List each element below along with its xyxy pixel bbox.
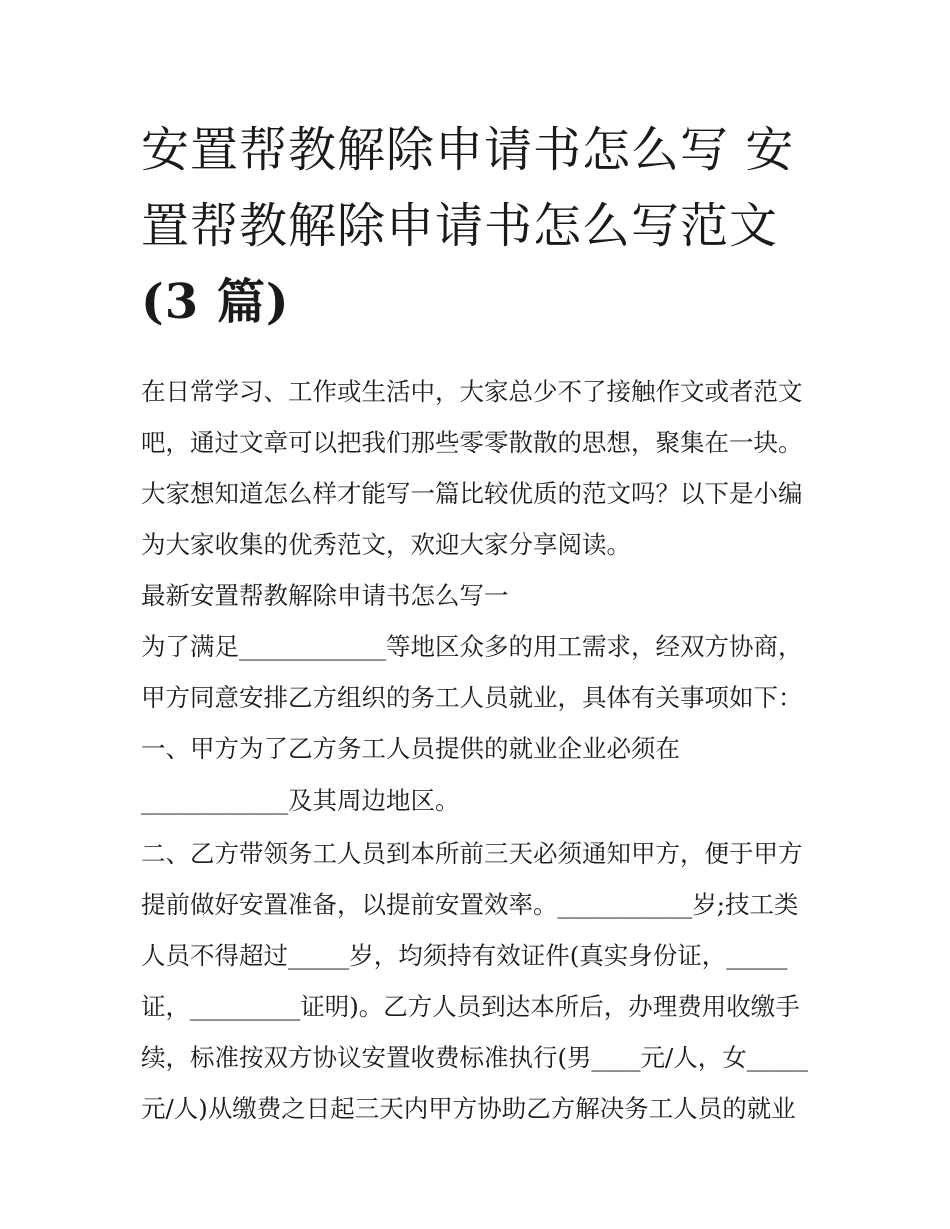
clause-line: 元/人)从缴费之日起三天内甲方协助乙方解决务工人员的就业 (141, 1094, 796, 1123)
intro-line: 大家想知道怎么样才能写一篇比较优质的范文吗？以下是小编 (141, 479, 803, 508)
intro-line: 在日常学习、工作或生活中，大家总少不了接触作文或者范文 (141, 377, 803, 406)
intro-line: 为大家收集的优秀范文，欢迎大家分享阅读。 (141, 530, 631, 559)
clause-line: 提前做好安置准备，以提前安置效率。___________岁;技工类 (141, 890, 799, 919)
title-line: 置帮教解除申请书怎么写范文 (141, 198, 779, 254)
body-line: 为了满足____________等地区众多的用工需求，经双方协商， (141, 632, 803, 661)
clause-line: 一、甲方为了乙方务工人员提供的就业企业必须在 (141, 734, 680, 763)
title-line: (3 篇) (141, 274, 290, 330)
body-line: 甲方同意安排乙方组织的务工人员就业，具体有关事项如下： (141, 683, 803, 712)
title-line: 安置帮教解除申请书怎么写 安 (141, 122, 795, 178)
section-heading: 最新安置帮教解除申请书怎么写一 (141, 581, 509, 610)
clause-line: 人员不得超过_____岁，均须持有效证件(真实身份证，_____ (141, 941, 788, 970)
document-body (141, 366, 821, 1134)
intro-line: 吧，通过文章可以把我们那些零零散散的思想，聚集在一块。 (141, 428, 803, 457)
document-page (141, 112, 821, 1134)
clause-line: ____________及其周边地区。 (141, 786, 460, 815)
clause-line: 证，_________证明)。乙方人员到达本所后，办理费用收缴手 (141, 992, 800, 1021)
clause-line: 续，标准按双方协议安置收费标准执行(男____元/人，女_____ (141, 1043, 809, 1072)
document-title (141, 112, 821, 340)
clause-line: 二、乙方带领务工人员到本所前三天必须通知甲方，便于甲方 (141, 839, 803, 868)
